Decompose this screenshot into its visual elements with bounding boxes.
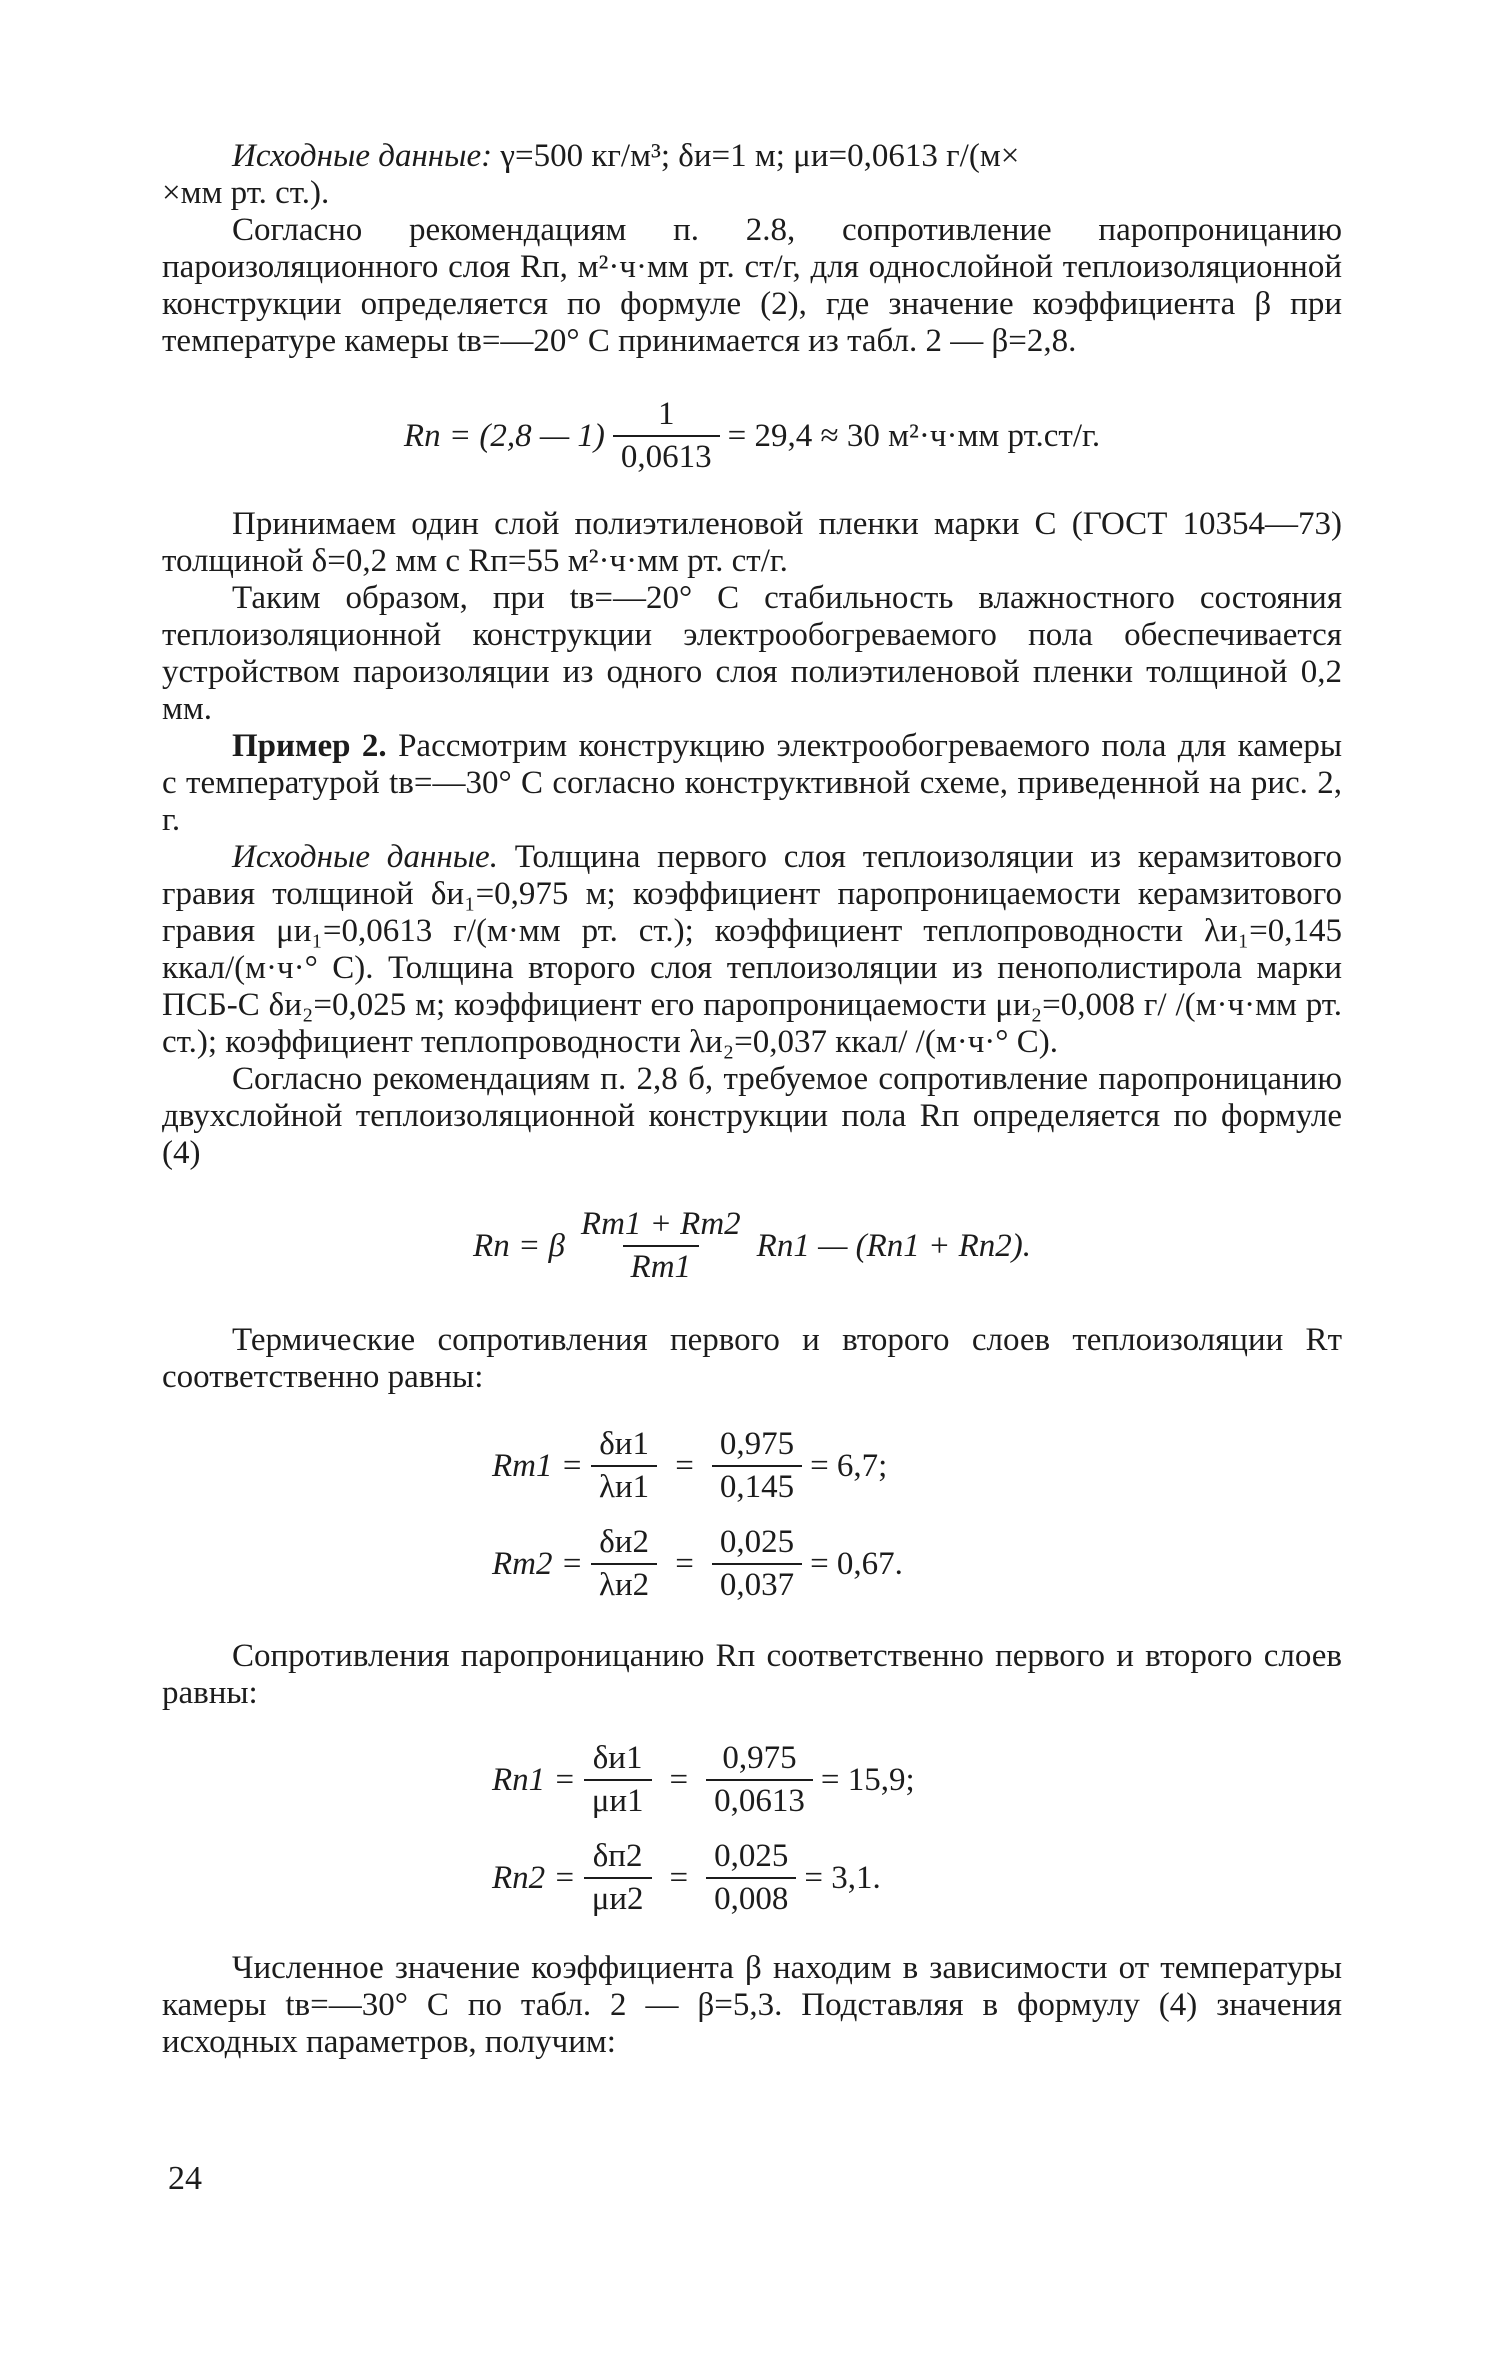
fraction-denominator: λи2 bbox=[591, 1563, 657, 1604]
equals-sign: = bbox=[669, 1761, 689, 1798]
eq-result: = 3,1. bbox=[804, 1859, 881, 1896]
fraction-denominator: Rт1 bbox=[623, 1245, 700, 1286]
paragraph-accept-film: Принимаем один слой полиэтиленовой пленки марки С (ГОСТ 10354—73) толщиной δ=0,2 мм с Rп=55 м²·ч·мм рт. ст/г. bbox=[162, 506, 1342, 579]
fraction-denominator: λи1 bbox=[591, 1465, 657, 1506]
initial-data-text: γ=500 кг/м³; δи=1 м; μи=0,0613 г/(м× ×мм рт. ст.). bbox=[162, 138, 1020, 211]
equation-rp2 bbox=[492, 1838, 881, 1918]
eq-fraction-numeric bbox=[706, 1740, 813, 1820]
initial-data-2-text: Толщина первого слоя теплоизоляции из керамзитового гравия толщиной δи₁=0,975 м; коэффициент паропроницаемости керамзитового гравия μи₁=0,0613 г/(м·мм рт. ст.); коэффициент теплопроводности λи₁=0,145 ккал/(м·ч·° С). Толщина второго слоя теплоизоляции из пенополистирола марки ПСБ-С δи₂=0,025 м; коэффициент его паропроницаемости μи₂=0,008 г/ /(м·ч·мм рт. ст.); коэффициент теплопроводности λи₂=0,037 ккал/ /(м·ч·° С). bbox=[162, 839, 1342, 1060]
equals-sign: = bbox=[675, 1447, 694, 1484]
fraction-numerator: δи1 bbox=[592, 1740, 643, 1776]
fraction-numerator: 0,025 bbox=[719, 1524, 795, 1560]
paragraph-initial-data-2 bbox=[162, 839, 1342, 1061]
vapor-resistance-equations bbox=[492, 1740, 1342, 1918]
eq-result: = 0,67. bbox=[810, 1545, 903, 1582]
paragraph-recommendation-2: Согласно рекомендациям п. 2,8 б, требуемое сопротивление паропроницанию двухслойной теплоизоляционной конструкции пола Rп определяется по формуле (4) bbox=[162, 1061, 1342, 1171]
formula-4 bbox=[162, 1206, 1342, 1286]
paragraph-numeric-value: Численное значение коэффициента β находим в зависимости от температуры камеры tв=—30° С по табл. 2 — β=5,3. Подставляя в формулу (4) значения исходных параметров, получим: bbox=[162, 1950, 1342, 2060]
eq-lhs: Rт1 = bbox=[492, 1447, 584, 1484]
eq-fraction-symbolic bbox=[584, 1740, 652, 1820]
eq-fraction-numeric bbox=[712, 1524, 802, 1604]
example-2-label: Пример 2. bbox=[232, 728, 387, 764]
eq-lhs: Rт2 = bbox=[492, 1545, 584, 1582]
eq-fraction-symbolic bbox=[591, 1426, 657, 1506]
eq-result: = 6,7; bbox=[810, 1447, 888, 1484]
fraction-numerator: Rт1 + Rт2 bbox=[580, 1206, 741, 1242]
formula-rp-single-layer bbox=[162, 396, 1342, 476]
formula-lhs: Rп = (2,8 — 1) bbox=[403, 417, 605, 454]
eq-lhs: Rп2 = bbox=[492, 1859, 576, 1896]
paragraph-thus: Таким образом, при tв=—20° С стабильность влажностного состояния теплоизоляционной конструкции электрообогреваемого пола обеспечивается устройством пароизоляции из одного слоя полиэтиленовой пленки толщиной 0,2 мм. bbox=[162, 580, 1342, 727]
page-number: 24 bbox=[168, 2160, 202, 2197]
formula-4-fraction bbox=[573, 1206, 749, 1286]
equation-rp1 bbox=[492, 1740, 915, 1820]
page-body bbox=[162, 138, 1342, 2061]
thermal-resistance-equations bbox=[492, 1426, 1342, 1604]
equation-rt1 bbox=[492, 1426, 887, 1506]
paragraph-thermal-resistance: Термические сопротивления первого и второго слоев теплоизоляции Rт соответственно равны: bbox=[162, 1322, 1342, 1395]
fraction-denominator: 0,0613 bbox=[706, 1779, 813, 1820]
formula-4-lhs: Rп = β bbox=[473, 1227, 565, 1264]
example-2-text: Рассмотрим конструкцию электрообогреваемого пола для камеры с температурой tв=—30° С согласно конструктивной схеме, приведенной на рис. 2, г. bbox=[162, 728, 1342, 838]
fraction-denominator: μи2 bbox=[584, 1877, 652, 1918]
equals-sign: = bbox=[675, 1545, 694, 1582]
fraction-denominator: 0,145 bbox=[712, 1465, 802, 1506]
eq-fraction-symbolic bbox=[591, 1524, 657, 1604]
eq-fraction-numeric bbox=[712, 1426, 802, 1506]
fraction-numerator: 0,025 bbox=[714, 1838, 789, 1874]
fraction-numerator: 0,975 bbox=[722, 1740, 797, 1776]
paragraph-example-2 bbox=[162, 728, 1342, 839]
eq-lhs: Rп1 = bbox=[492, 1761, 576, 1798]
fraction-numerator: δи2 bbox=[599, 1524, 649, 1560]
fraction-numerator: 0,975 bbox=[719, 1426, 795, 1462]
eq-fraction-symbolic bbox=[584, 1838, 652, 1918]
fraction-denominator: 0,037 bbox=[712, 1563, 802, 1604]
eq-result: = 15,9; bbox=[820, 1761, 915, 1798]
formula-rhs: = 29,4 ≈ 30 м²·ч·мм рт.ст/г. bbox=[727, 417, 1101, 454]
initial-data-label: Исходные данные: bbox=[232, 138, 493, 174]
initial-data-2-label: Исходные данные. bbox=[232, 839, 498, 875]
fraction-denominator: 0,0613 bbox=[613, 435, 720, 476]
paragraph-vapor-resistance: Сопротивления паропроницанию Rп соответственно первого и второго слоев равны: bbox=[162, 1638, 1342, 1711]
fraction-numerator: δи1 bbox=[599, 1426, 649, 1462]
paragraph-recommendation-1: Согласно рекомендациям п. 2.8, сопротивление паропроницанию пароизоляционного слоя Rп, м²·ч·мм рт. ст/г, для однослойной теплоизоляционной конструкции определяется по формуле (2), где значение коэффициента β при температуре камеры tв=—20° С принимается из табл. 2 — β=2,8. bbox=[162, 212, 1342, 359]
formula-fraction bbox=[613, 396, 720, 476]
fraction-numerator: 1 bbox=[658, 396, 675, 432]
eq-fraction-numeric bbox=[706, 1838, 796, 1918]
fraction-denominator: 0,008 bbox=[706, 1877, 796, 1918]
equation-rt2 bbox=[492, 1524, 903, 1604]
formula-4-rhs: Rп1 — (Rп1 + Rп2). bbox=[756, 1227, 1031, 1264]
fraction-denominator: μи1 bbox=[584, 1779, 652, 1820]
paragraph-initial-data bbox=[162, 138, 1342, 212]
equals-sign: = bbox=[669, 1859, 689, 1896]
fraction-numerator: δп2 bbox=[592, 1838, 643, 1874]
